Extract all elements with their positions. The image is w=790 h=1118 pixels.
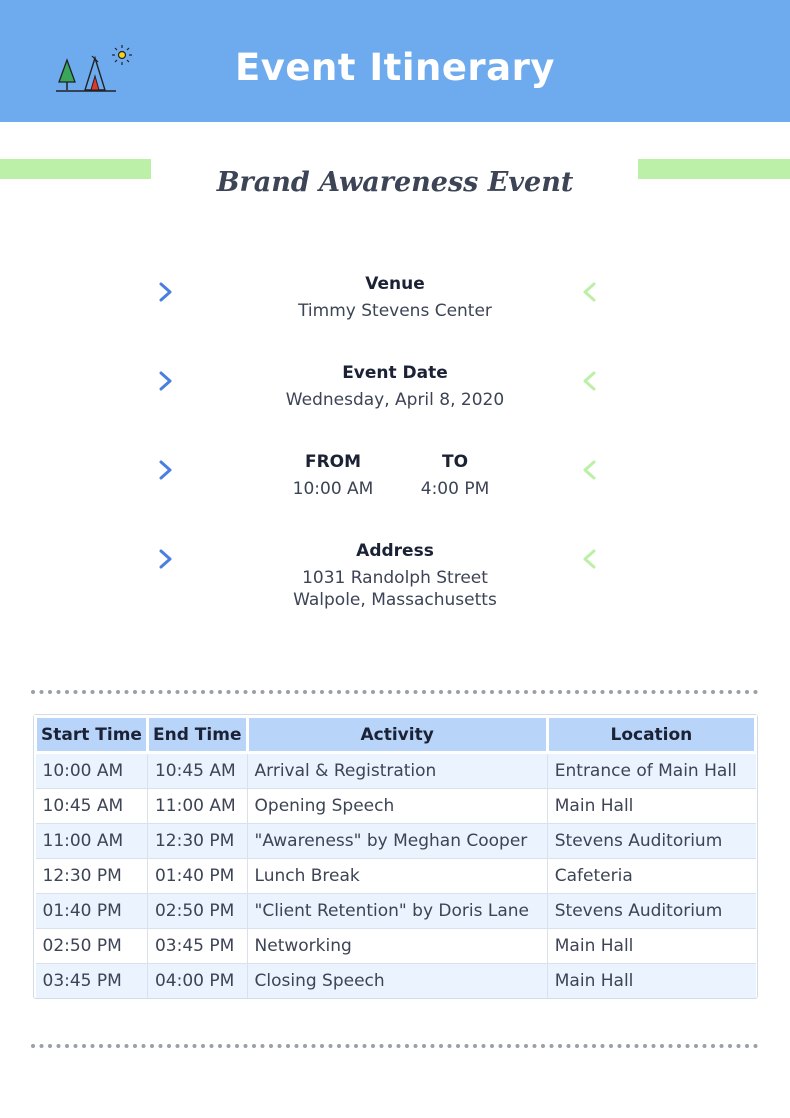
activity-cell: Arrival & Registration [247,753,547,789]
table-row [36,753,756,789]
table-row [36,894,756,929]
end-time-cell: 03:45 PM [147,929,247,964]
location-cell: Main Hall [547,789,755,824]
column-header-end-time: End Time [147,717,247,753]
chevron-left-icon [580,459,598,481]
start-time-cell: 03:45 PM [36,964,148,999]
to-label: TO [441,452,469,472]
table-row [36,929,756,964]
location-cell: Main Hall [547,964,755,999]
end-time-cell: 02:50 PM [147,894,247,929]
from-label: FROM [304,452,362,472]
end-time-cell: 11:00 AM [147,789,247,824]
address-line-2: Walpole, Massachusetts [293,590,497,610]
activity-cell: "Awareness" by Meghan Cooper [247,824,547,859]
table-row [36,789,756,824]
to-value: 4:00 PM [420,479,490,499]
event-subtitle: Brand Awareness Event [216,167,574,198]
address-label: Address [356,541,434,561]
start-time-cell: 10:00 AM [36,753,148,789]
from-value: 10:00 AM [292,479,374,499]
header-banner [0,0,790,122]
page-title: Event Itinerary [234,46,556,89]
table-row [36,964,756,999]
venue-value: Timmy Stevens Center [298,301,492,321]
location-cell: Entrance of Main Hall [547,753,755,789]
event-date-value: Wednesday, April 8, 2020 [285,390,505,410]
column-header-location: Location [547,717,755,753]
activity-cell: Opening Speech [247,789,547,824]
end-time-cell: 12:30 PM [147,824,247,859]
activity-cell: "Client Retention" by Doris Lane [247,894,547,929]
column-header-start-time: Start Time [36,717,148,753]
location-cell: Stevens Auditorium [547,824,755,859]
start-time-cell: 02:50 PM [36,929,148,964]
location-cell: Main Hall [547,929,755,964]
venue-label: Venue [365,274,425,294]
event-date-label: Event Date [342,363,448,383]
column-header-activity: Activity [247,717,547,753]
dotted-divider [30,1043,760,1049]
start-time-cell: 11:00 AM [36,824,148,859]
activity-cell: Lunch Break [247,859,547,894]
table-row [36,859,756,894]
end-time-cell: 01:40 PM [147,859,247,894]
end-time-cell: 10:45 AM [147,753,247,789]
start-time-cell: 01:40 PM [36,894,148,929]
location-cell: Stevens Auditorium [547,894,755,929]
end-time-cell: 04:00 PM [147,964,247,999]
schedule-table [33,714,758,999]
table-row [36,824,756,859]
activity-cell: Networking [247,929,547,964]
location-cell: Cafeteria [547,859,755,894]
start-time-cell: 12:30 PM [36,859,148,894]
start-time-cell: 10:45 AM [36,789,148,824]
table-header-row [36,717,756,753]
address-line-1: 1031 Randolph Street [302,568,488,588]
dotted-divider [30,689,760,695]
chevron-right-icon [157,459,175,481]
activity-cell: Closing Speech [247,964,547,999]
